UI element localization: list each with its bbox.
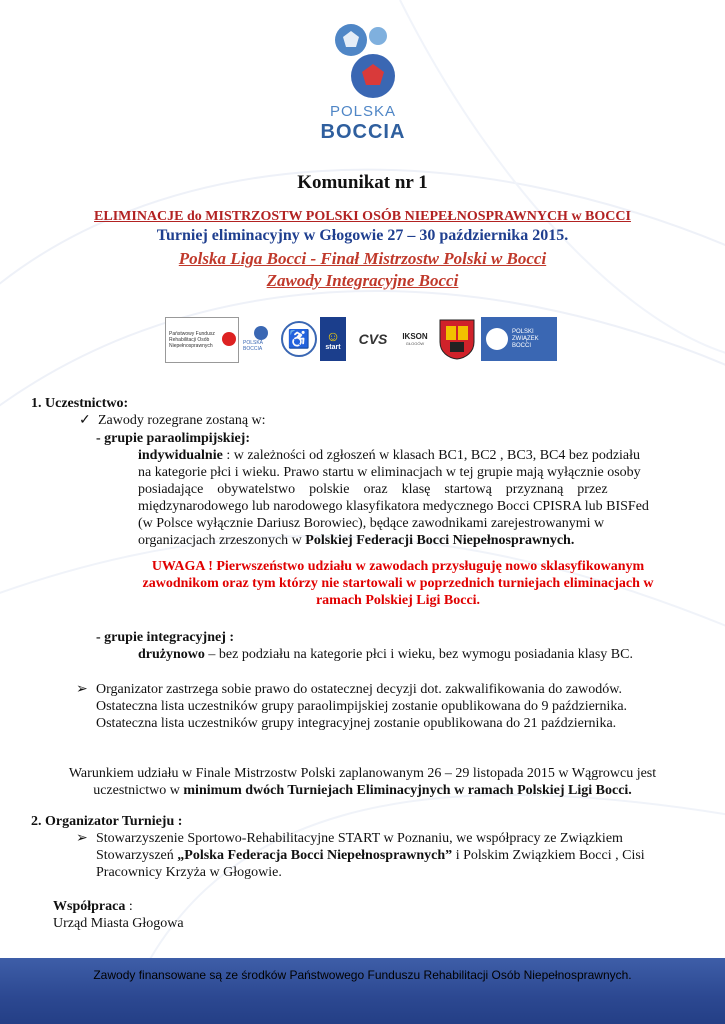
logo-text-boccia: BOCCIA bbox=[320, 121, 406, 143]
wheelchair-icon: ♿ bbox=[281, 317, 317, 361]
druzynowo-text: drużynowo – bez podziału na kategorie płci i wieku, bez wymogu posiadania klasy BC. bbox=[138, 647, 633, 662]
check-icon: ✓ bbox=[79, 413, 91, 428]
grupa-paraolimpijska-label: - grupie paraolimpijskiej: bbox=[96, 431, 250, 446]
eliminacje-heading: ELIMINACJE do MISTRZOSTW POLSKI OSÓB NIEPEŁNOSPRAWNYCH w BOCCI bbox=[94, 209, 631, 224]
page-title: Komunikat nr 1 bbox=[297, 172, 428, 193]
organizator-paragraph: Stowarzyszenie Sportowo-Rehabilitacyjne START w Poznaniu, we współpracy ze Związkiem Stowarzyszeń „Polska Federacja Bocci Niepełnosprawnych” i Polskim Związkiem Bocci , Cisi Pracownicy Krzyża w Głogowie. bbox=[96, 831, 645, 880]
turniej-subtitle: Turniej eliminacyjny w Głogowie 27 – 30 października 2015. bbox=[156, 227, 569, 244]
indywidualnie-paragraph: indywidualnie : w zależności od zgłoszeń w klasach BC1, BC2 , BC3, BC4 bez podziału na kategorie płci i wieku. Prawo startu w eliminacjach w tej grupie mają wyłącznie osoby posiadające obywatelstwo polskie oraz klasę startową przyznaną przez międzynarodowego lub narodowego klasyfikatora medycznego Bocci CPISRA lub BISFed (w Polsce wyłącznie Dariusz Borowiec), będące zawodnikami zarejestrowanymi w organizacjach zrzeszonych w Polskiej Federacji Bocci Niepełnosprawnych. bbox=[138, 448, 649, 548]
start-logo: ☺ start bbox=[320, 317, 346, 361]
uwaga-warning: UWAGA ! Pierwszeństwo udziału w zawodach przysługuję nowo sklasyfikowanym zawodnikom oraz tym którzy nie startowali w poprzednich turniejach eliminacjach w ramach Polskiej Ligi Bocci. bbox=[142, 559, 654, 608]
section-2-heading: 2. Organizator Turnieju : bbox=[31, 814, 183, 829]
grupa-integracyjna-label: - grupie integracyjnej : bbox=[96, 630, 235, 645]
polska-boccia-small-logo: POLSKA BOCCIA bbox=[243, 317, 279, 361]
liga-subtitle: Polska Liga Bocci - Finał Mistrzostw Polski w Bocci bbox=[178, 249, 547, 268]
warunek-paragraph: Warunkiem udziału w Finale Mistrzostw Polski zaplanowanym 26 – 29 listopada 2015 w Wągrowcu jest uczestnictwo w minimum dwóch Turniejach Eliminacyjnych w ramach Polskiej Ligi Bocci. bbox=[68, 766, 657, 798]
sponsor-logos bbox=[165, 317, 565, 361]
rozegrane-text: Zawody rozegrane zostaną w: bbox=[98, 413, 266, 428]
organizator-note: Organizator zastrzega sobie prawo do ostatecznej decyzji dot. zakwalifikowania do zawodów. Ostateczna lista uczestników grupy paraolimpijskiej zostanie opublikowana do 9 października. Ostateczna lista uczestników grupy integracyjnej zostanie opublikowana do 21 października. bbox=[96, 682, 628, 731]
ikson-logo: IKSON GŁOGÓW bbox=[402, 332, 428, 346]
section-1-heading: 1. Uczestnictwo: bbox=[31, 396, 129, 411]
arrow-icon: ➢ bbox=[76, 831, 88, 846]
wspolpraca-value: Urząd Miasta Głogowa bbox=[53, 916, 184, 931]
coat-of-arms-icon bbox=[437, 317, 477, 361]
cvs-logo: CVS bbox=[358, 331, 388, 347]
integracyjne-subtitle: Zawody Integracyjne Bocci bbox=[266, 271, 459, 290]
pzb-logo: POLSKI ZWIĄZEK BOCCI bbox=[481, 317, 557, 361]
arrow-icon: ➢ bbox=[76, 682, 88, 697]
footer-text: Zawody finansowane są ze środków Państwowego Funduszu Rehabilitacji Osób Niepełnosprawnych. bbox=[93, 968, 632, 982]
logo-text-polska: POLSKA bbox=[329, 103, 397, 120]
pfron-logo: Państwowy Fundusz Rehabilitacji Osób Niepełnosprawnych bbox=[165, 317, 239, 363]
wspolpraca-label: Współpraca : bbox=[53, 899, 133, 914]
